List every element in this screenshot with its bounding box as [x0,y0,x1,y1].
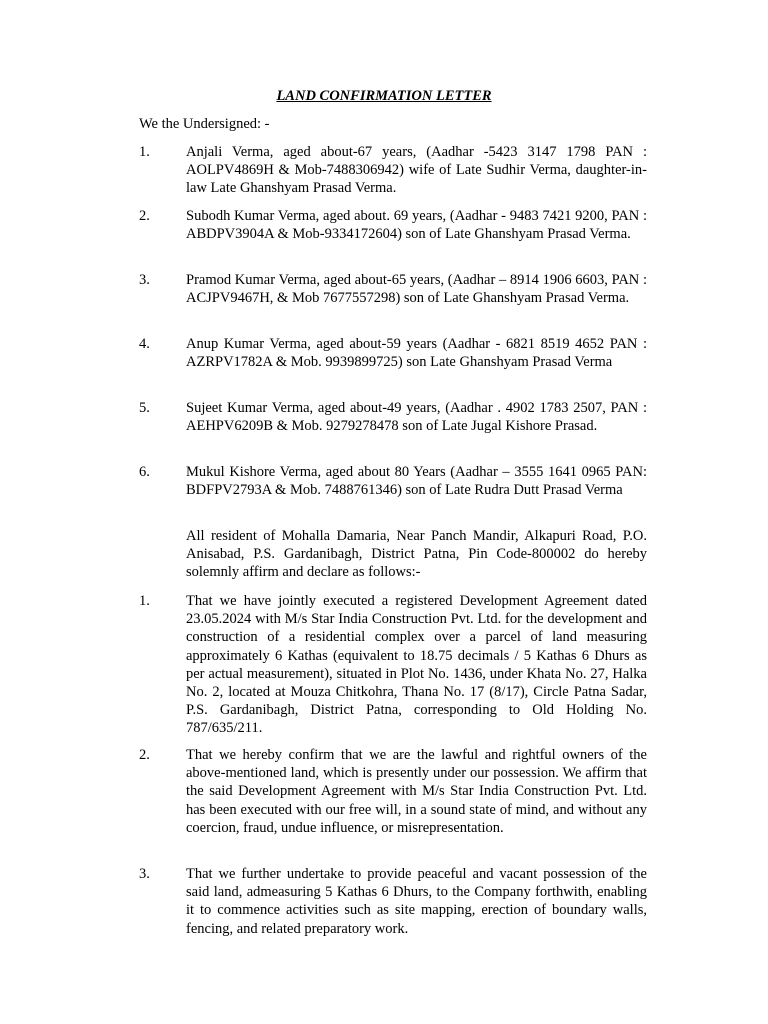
declaration-item [139,746,647,837]
signatory-text: Sujeet Kumar Verma, aged about-49 years, (Aadhar . 4902 1783 2507, PAN : AEHPV6209B & Mob. 9279278478 son of Late Jugal Kishore Prasad. [186,400,647,435]
signatory-item [139,271,647,307]
item-number: 1. [139,593,150,609]
declaration-item [139,592,647,738]
item-number: 2. [139,208,150,224]
signatory-item [139,335,647,371]
item-number: 3. [139,866,150,882]
item-number: 4. [139,336,150,352]
item-number: 6. [139,464,150,480]
declaration-text: That we hereby confirm that we are the lawful and rightful owners of the above-mentioned land, which is presently under our possession. We affirm that the said Development Agreement with M/s Star India Construction Pvt. Ltd. has been executed with our free will, in a sound state of mind, and without any coercion, fraud, undue influence, or misrepresentation. [186,747,647,836]
item-number: 3. [139,272,150,288]
signatory-text: Mukul Kishore Verma, aged about 80 Years (Aadhar – 3555 1641 0965 PAN: BDFPV2793A & Mob. 7488761346) son of Late Rudra Dutt Prasad Verma [186,464,647,499]
signatory-text: Subodh Kumar Verma, aged about. 69 years, (Aadhar - 9483 7421 9200, PAN : ABDPV3904A & Mob-9334172604) son of Late Ghanshyam Prasad Verma. [186,208,647,243]
declaration-text: That we further undertake to provide peaceful and vacant possession of the said land, admeasuring 5 Kathas 6 Dhurs, to the Company forthwith, enabling it to commence activities such as site mapping, erection of boundary walls, fencing, and related preparatory work. [186,866,647,937]
declaration-text: That we have jointly executed a registered Development Agreement dated 23.05.2024 with M/s Star India Construction Pvt. Ltd. for the development and construction of a residential complex over a parcel of land measuring approximately 6 Kathas (equivalent to 18.75 decimals / 5 Kathas 6 Dhurs as per actual measurement), situated in Plot No. 1436, under Khata No. 27, Halka No. 2, located at Mouza Chitkohra, Thana No. 17 (8/17), Circle Patna Sadar, P.S. Gardanibagh, District Patna, corresponding to Old Holding No. 787/635/211. [186,593,647,737]
signatory-item [139,399,647,435]
item-number: 2. [139,747,150,763]
signatory-text: Anjali Verma, aged about-67 years, (Aadhar -5423 3147 1798 PAN : AOLPV4869H & Mob-7488306942) wife of Late Sudhir Verma, daughter-in-law Late Ghanshyam Prasad Verma. [186,144,647,197]
item-number: 5. [139,400,150,416]
signatory-item [139,143,647,198]
residence-paragraph: All resident of Mohalla Damaria, Near Panch Mandir, Alkapuri Road, P.O. Anisabad, P.S. Gardanibagh, District Patna, Pin Code-800002 do hereby solemnly affirm and declare as follows:- [186,528,647,581]
signatory-item [139,463,647,499]
item-number: 1. [139,144,150,160]
signatory-text: Pramod Kumar Verma, aged about-65 years, (Aadhar – 8914 1906 6603, PAN : ACJPV9467H, & Mob 7677557298) son of Late Ghanshyam Prasad Verma. [186,272,647,307]
document-title: LAND CONFIRMATION LETTER [276,88,492,104]
declaration-item [139,865,647,938]
signatory-item [139,207,647,243]
signatory-text: Anup Kumar Verma, aged about-59 years (Aadhar - 6821 8519 4652 PAN : AZRPV1782A & Mob. 9939899725) son Late Ghanshyam Prasad Verma [186,336,647,371]
intro-line: We the Undersigned: - [139,116,270,132]
